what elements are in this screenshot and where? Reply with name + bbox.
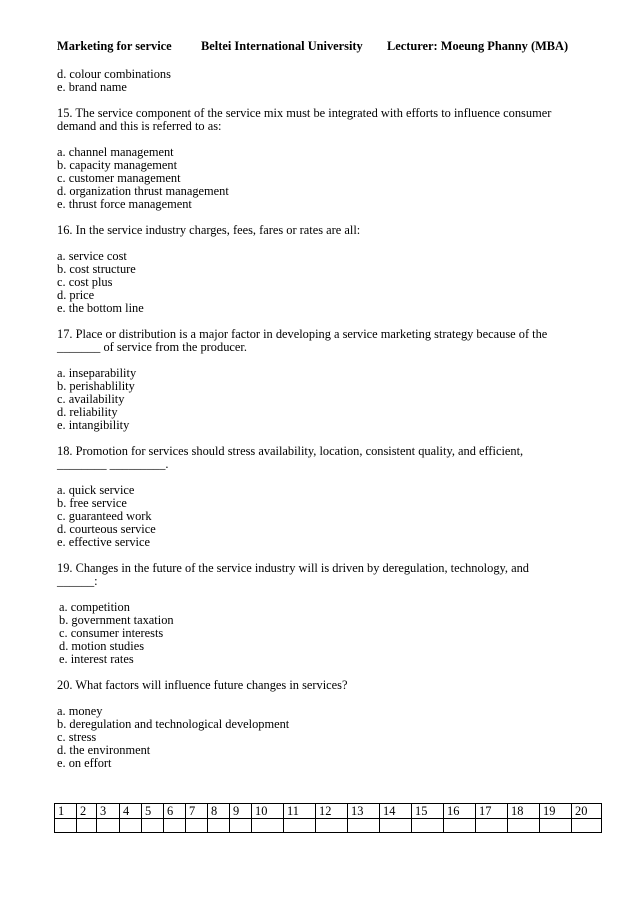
answer-number-cell: 11 — [284, 804, 316, 819]
question-text: 19. Changes in the future of the service industry will is driven by deregulation, technology, and — [57, 561, 529, 575]
option-item: a. quick service — [57, 483, 135, 497]
option-item: e. the bottom line — [57, 301, 144, 315]
answer-blank-cell[interactable] — [55, 819, 77, 833]
option-item: c. consumer interests — [59, 626, 164, 640]
course-title: Marketing for service — [57, 39, 172, 53]
question-block — [57, 224, 597, 237]
answer-number-cell: 7 — [186, 804, 208, 819]
answer-number-cell: 12 — [316, 804, 348, 819]
option-item: d. colour combinations — [57, 67, 171, 81]
option-item: e. effective service — [57, 535, 150, 549]
option-item: e. on effort — [57, 756, 112, 770]
option-item: a. competition — [59, 600, 130, 614]
answer-number-cell: 2 — [77, 804, 97, 819]
option-item: a. channel management — [57, 145, 174, 159]
option-item: b. government taxation — [59, 613, 174, 627]
answer-blank-cell[interactable] — [120, 819, 142, 833]
answer-number-cell: 9 — [230, 804, 252, 819]
answer-number-cell: 16 — [444, 804, 476, 819]
answer-number-cell: 5 — [142, 804, 164, 819]
question-list — [57, 107, 597, 770]
option-item: e. thrust force management — [57, 197, 192, 211]
option-list — [57, 601, 597, 666]
answer-number-cell: 6 — [164, 804, 186, 819]
option-item: c. cost plus — [57, 275, 113, 289]
option-item: b. cost structure — [57, 262, 136, 276]
answer-number-cell: 10 — [252, 804, 284, 819]
option-item: e. brand name — [57, 80, 127, 94]
answer-blank-cell[interactable] — [316, 819, 348, 833]
option-item: d. organization thrust management — [57, 184, 229, 198]
question-block — [57, 328, 597, 354]
option-item: a. inseparability — [57, 366, 137, 380]
answer-blank-row — [55, 819, 602, 833]
answer-blank-cell[interactable] — [186, 819, 208, 833]
question-text: 20. What factors will influence future changes in services? — [57, 678, 348, 692]
option-item: e. interest rates — [59, 652, 134, 666]
option-item: d. the environment — [57, 743, 151, 757]
answer-blank-cell[interactable] — [444, 819, 476, 833]
option-item: d. courteous service — [57, 522, 156, 536]
question-text: 15. The service component of the service mix must be integrated with efforts to influence consumer — [57, 106, 552, 120]
option-item: a. service cost — [57, 249, 127, 263]
answer-blank-cell[interactable] — [572, 819, 602, 833]
option-item: d. motion studies — [59, 639, 145, 653]
answer-blank-cell[interactable] — [97, 819, 120, 833]
answer-blank-cell[interactable] — [348, 819, 380, 833]
answer-number-cell: 17 — [476, 804, 508, 819]
question-text: 18. Promotion for services should stress availability, location, consistent quality, and efficient, — [57, 444, 524, 458]
lecturer-name: Lecturer: Moeung Phanny (MBA) — [387, 39, 569, 53]
option-item: c. stress — [57, 730, 97, 744]
answer-number-cell: 3 — [97, 804, 120, 819]
answer-blank-cell[interactable] — [142, 819, 164, 833]
answer-blank-cell[interactable] — [508, 819, 540, 833]
option-item: b. perishablility — [57, 379, 135, 393]
page-header — [57, 40, 597, 54]
answer-blank-cell[interactable] — [284, 819, 316, 833]
answer-number-cell: 13 — [348, 804, 380, 819]
question-text: _______ of service from the producer. — [57, 340, 247, 354]
option-item: e. intangibility — [57, 418, 130, 432]
question-text: ________ _________. — [57, 457, 169, 471]
answer-number-cell: 1 — [55, 804, 77, 819]
answer-number-cell: 4 — [120, 804, 142, 819]
option-item: c. customer management — [57, 171, 181, 185]
answer-blank-cell[interactable] — [476, 819, 508, 833]
answer-number-cell: 15 — [412, 804, 444, 819]
option-item: b. free service — [57, 496, 127, 510]
answer-number-cell: 20 — [572, 804, 602, 819]
answer-number-cell: 8 — [208, 804, 230, 819]
answer-number-cell: 19 — [540, 804, 572, 819]
answer-blank-cell[interactable] — [77, 819, 97, 833]
option-item: d. reliability — [57, 405, 118, 419]
option-list — [57, 367, 597, 432]
answer-number-cell: 14 — [380, 804, 412, 819]
answer-blank-cell[interactable] — [164, 819, 186, 833]
answer-blank-cell[interactable] — [540, 819, 572, 833]
question-block — [57, 562, 597, 588]
document-page — [57, 40, 597, 770]
question-text: 16. In the service industry charges, fees, fares or rates are all: — [57, 223, 361, 237]
answer-table — [54, 803, 602, 833]
answer-blank-cell[interactable] — [412, 819, 444, 833]
option-item: b. capacity management — [57, 158, 178, 172]
answer-blank-cell[interactable] — [208, 819, 230, 833]
university-name: Beltei International University — [201, 39, 363, 53]
option-list — [57, 705, 597, 770]
answer-number-cell: 18 — [508, 804, 540, 819]
answer-blank-cell[interactable] — [252, 819, 284, 833]
question-text: demand and this is referred to as: — [57, 119, 222, 133]
question-block — [57, 107, 597, 133]
option-item: a. money — [57, 704, 103, 718]
question-block — [57, 445, 597, 471]
question-block — [57, 679, 597, 692]
answer-blank-cell[interactable] — [230, 819, 252, 833]
option-item: d. price — [57, 288, 95, 302]
option-item: c. guaranteed work — [57, 509, 152, 523]
answer-blank-cell[interactable] — [380, 819, 412, 833]
option-list — [57, 146, 597, 211]
option-item: c. availability — [57, 392, 125, 406]
option-list — [57, 250, 597, 315]
answer-number-row — [55, 804, 602, 819]
question-text: 17. Place or distribution is a major factor in developing a service marketing strategy because of the — [57, 327, 548, 341]
carryover-options — [57, 68, 597, 94]
option-list — [57, 484, 597, 549]
option-item: b. deregulation and technological development — [57, 717, 290, 731]
question-text: ______: — [57, 574, 98, 588]
